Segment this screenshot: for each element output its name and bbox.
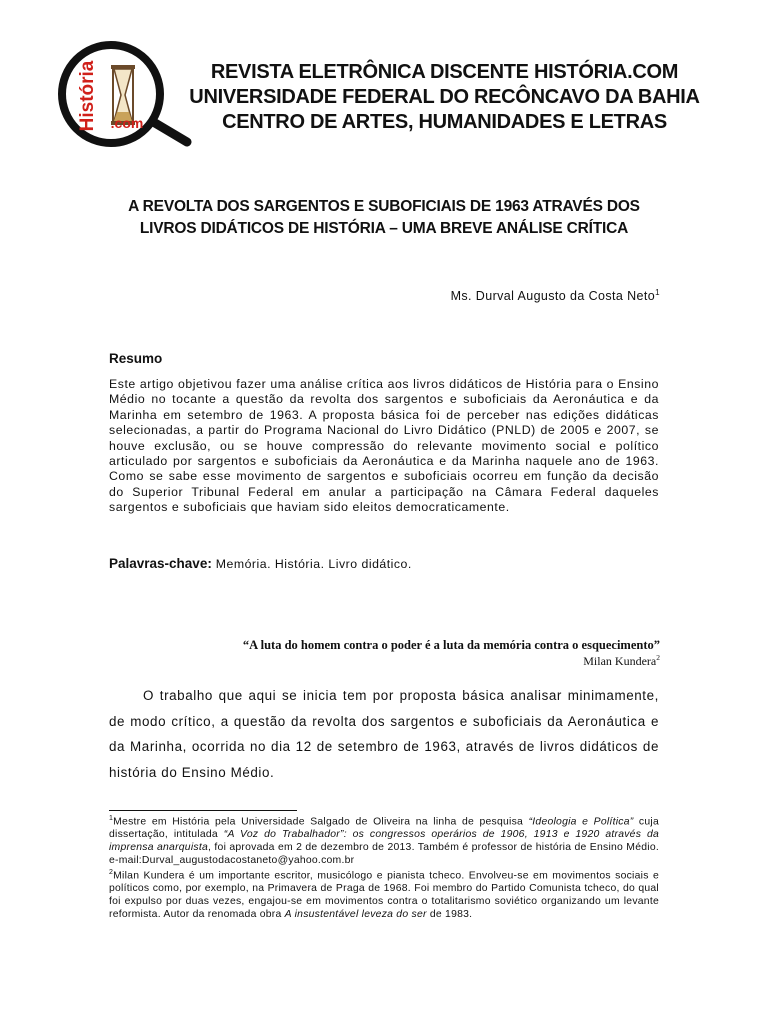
author-footnote-ref[interactable]: 1 [655,288,660,297]
footnote-1-text-2: cuja dissertação, intitulada [109,816,659,841]
author [451,288,660,303]
footnote-2-text: Milan Kundera é um importante escritor, musicólogo e pianista tcheco. Envolveu-se em movimentos sociais e políticos como, por exemplo, na Primavera de Praga de 1968. Foi membro do Partido Comunista tcheco, do qual foi expulso por duas vezes, engajou-se em movimentos contra o totalitarismo soviético organizando um levante reformista. Autor da renomada obra [109,870,659,920]
abstract-text: Este artigo objetivou fazer uma análise crítica aos livros didáticos de História para o Ensino Médio no tocante a questão da revolta dos sargentos e suboficiais da Aeronáutica e da Marinha em setembro de 1963. A proposta básica foi de perceber nas edições didáticas selecionadas, a partir do Programa Nacional do Livro Didático (PNLD) de 2005 e 2007, se houve exclusão, ou se houve compressão do relevante movimento social e político articulado por sargentos e suboficiais da Aeronáutica e da Marinha naquele ano de 1963. Como se sabe esse movimento de sargentos e suboficiais ocorreu em função da decisão do Superior Tribunal Federal em anular a participação na Câmara Federal daqueles sargentos e suboficiais que haviam sido eleitos democraticamente. [109,377,659,515]
epigraph-footnote-ref[interactable]: 2 [656,653,660,662]
epigraph-quote: “A luta do homem contra o poder é a luta da memória contra o esquecimento” [242,638,660,652]
center-name: CENTRO DE ARTES, HUMANIDADES E LETRAS [222,111,667,133]
epigraph [243,638,660,669]
epigraph-author-name: Milan Kundera [583,654,657,668]
epigraph-author [243,653,660,669]
footnote-2-book-title: A insustentável leveza do ser [284,908,427,920]
svg-text:História: História [77,60,98,132]
footnote-divider [109,810,297,811]
footnote-1-number: 1 [109,815,114,822]
footnote-1-text-3: , foi aprovada em 2 de dezembro de 2013. Também é professor de história de Ensino Médio. e-mail:Durval_augustodacostaneto@yahoo.com.br [109,841,659,866]
footnote-2-text-2: de 1983. [426,908,473,920]
abstract-heading: Resumo [109,351,163,366]
keywords-label: Palavras-chave: [109,556,212,571]
footnote-1-research-line: “Ideologia e Política” [528,816,634,828]
keywords [109,556,412,571]
keywords-list: Memória. História. Livro didático. [215,557,412,571]
svg-text:.com: .com [110,115,144,131]
author-name: Ms. Durval Augusto da Costa Neto [450,289,656,304]
footnote-2-number: 2 [109,869,114,877]
journal-title: REVISTA ELETRÔNICA DISCENTE HISTÓRIA.COM [210,61,679,83]
footnote-1-text: Mestre em História pela Universidade Salgado de Oliveira na linha de pesquisa [113,816,529,828]
journal-header [172,60,717,135]
body-paragraph: O trabalho que aqui se inicia tem por proposta básica analisar minimamente, de modo crítico, a questão da revolta dos sargentos e suboficiais da Aeronáutica e da Marinha, ocorrida no dia 12 de setembro de 1963, através de livros didáticos de história do Ensino Médio. [109,688,659,780]
article-title: A REVOLTA DOS SARGENTOS E SUBOFICIAIS DE 1963 ATRAVÉS DOS LIVROS DIDÁTICOS DE HISTÓRIA – UMA BREVE ANÁLISE CRÍTICA [128,198,640,237]
footnote-1 [109,813,659,867]
footnote-2 [109,867,659,921]
footnote-1-dissertation-title: “A Voz do Trabalhador”: os congressos operários de 1906, 1913 e 1920 através da imprensa anarquista [109,829,660,853]
university-name: UNIVERSIDADE FEDERAL DO RECÔNCAVO DA BAHIA [189,86,700,108]
footnotes [109,813,659,922]
